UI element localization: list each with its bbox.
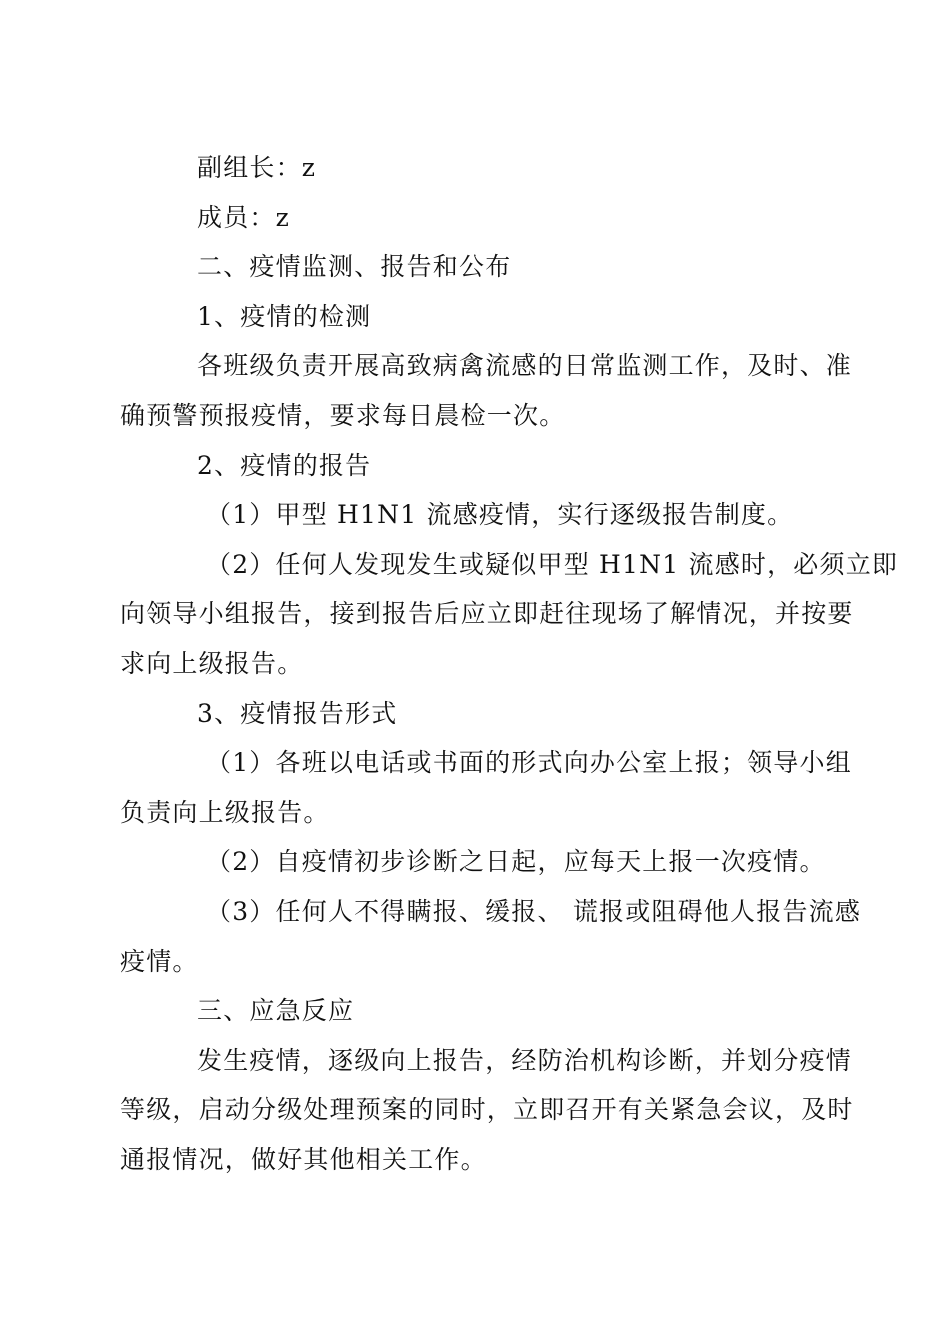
section-heading: 三、应急反应 (197, 996, 355, 1026)
subsection-heading: 3、疫情报告形式 (197, 698, 398, 728)
list-item: （1）各班以电话或书面的形式向办公室上报；领导小组 (206, 748, 852, 778)
paragraph-line: 向领导小组报告，接到报告后应立即赶往现场了解情况，并按要 (120, 599, 854, 629)
members-line: 成员：z (197, 202, 290, 232)
document-body (120, 143, 899, 1184)
section-heading: 二、疫情监测、报告和公布 (197, 252, 512, 282)
paragraph-line: 确预警预报疫情，要求每日晨检一次。 (120, 400, 566, 430)
list-item: （2）任何人发现发生或疑似甲型 H1N1 流感时，必须立即 (206, 549, 899, 579)
list-item: （3）任何人不得瞒报、缓报、 谎报或阻碍他人报告流感 (206, 896, 862, 926)
subsection-heading: 2、疫情的报告 (197, 450, 372, 480)
list-item: （2）自疫情初步诊断之日起，应每天上报一次疫情。 (206, 847, 826, 877)
paragraph-line: 求向上级报告。 (120, 648, 304, 678)
subsection-heading: 1、疫情的检测 (197, 301, 372, 331)
paragraph-line: 负责向上级报告。 (120, 797, 330, 827)
list-item: （1）甲型 H1N1 流感疫情，实行逐级报告制度。 (206, 500, 794, 530)
paragraph-line: 疫情。 (120, 946, 199, 976)
deputy-leader-line: 副组长：z (197, 153, 317, 182)
paragraph-line: 等级，启动分级处理预案的同时，立即召开有关紧急会议，及时 (120, 1095, 854, 1125)
paragraph-line: 各班级负责开展高致病禽流感的日常监测工作，及时、准 (197, 351, 853, 381)
paragraph-line: 发生疫情，逐级向上报告，经防治机构诊断，并划分疫情 (197, 1045, 853, 1075)
paragraph-line: 通报情况，做好其他相关工作。 (120, 1144, 487, 1174)
